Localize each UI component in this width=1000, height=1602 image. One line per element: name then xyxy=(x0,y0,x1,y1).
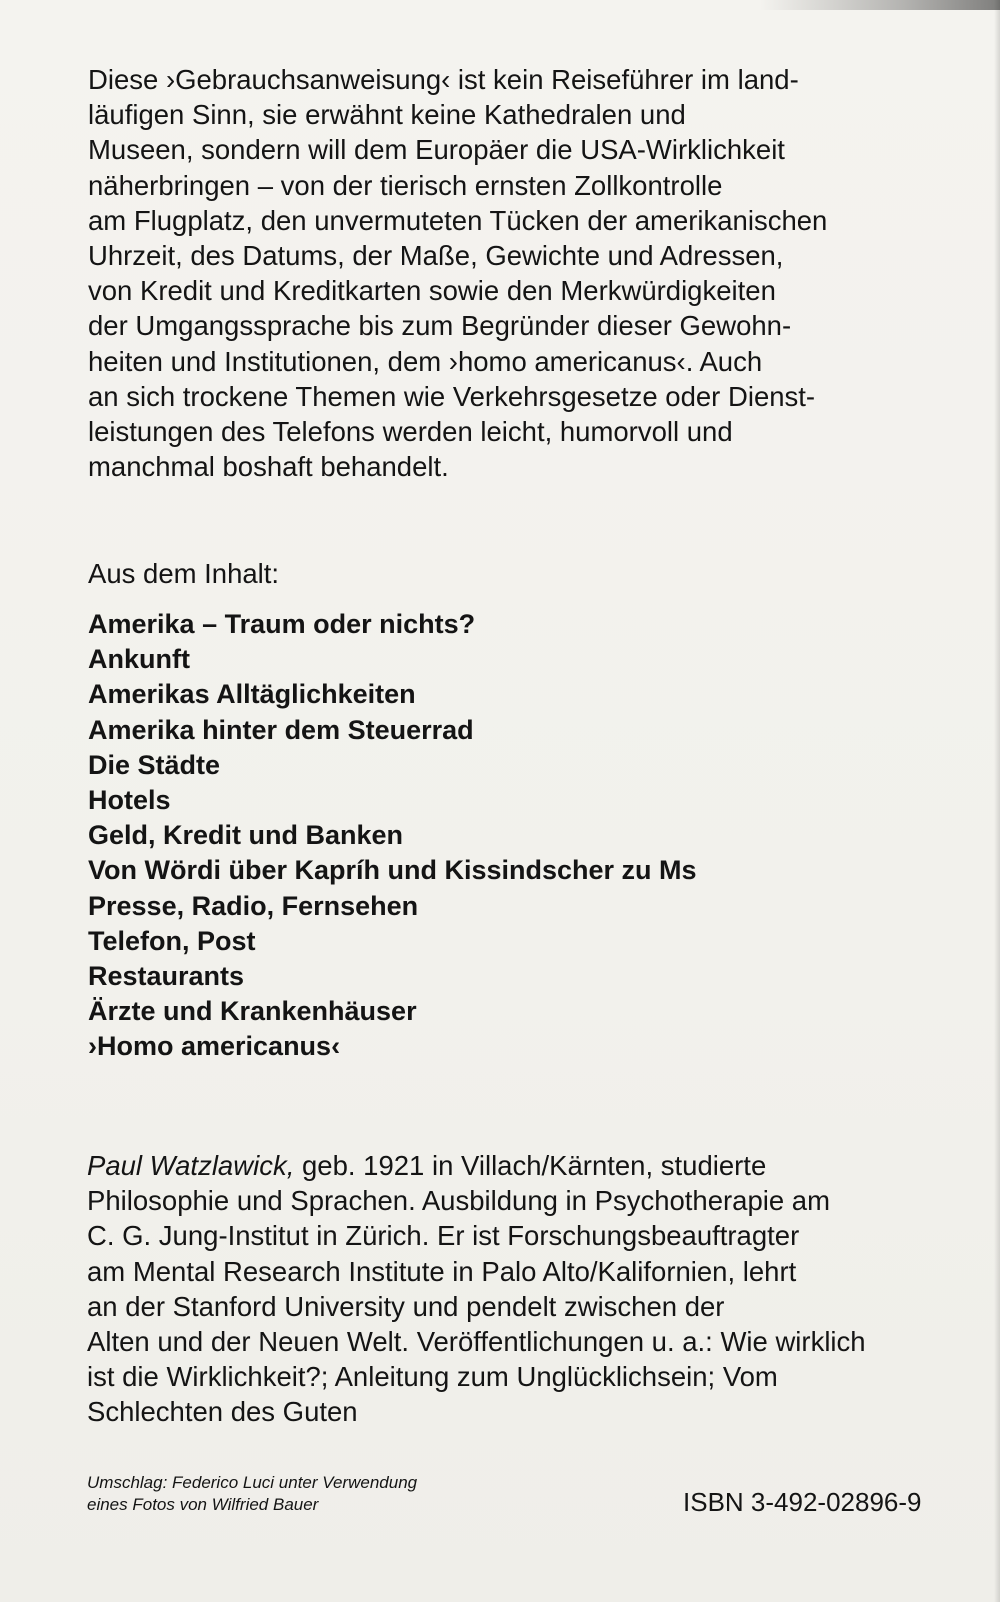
contents-item: Amerika hinter dem Steuerrad xyxy=(88,714,474,745)
blurb-line: an sich trockene Themen wie Verkehrsgesetze oder Dienst- xyxy=(88,380,816,412)
blurb-line: manchmal boshaft behandelt. xyxy=(88,451,449,483)
contents-item: Die Städte xyxy=(88,749,221,780)
contents-item: Ärzte und Krankenhäuser xyxy=(88,996,417,1027)
contents-item: Ankunft xyxy=(88,644,190,675)
bio-first-line-text: geb. 1921 in Villach/Kärnten, studierte xyxy=(294,1150,767,1181)
blurb-line: Museen, sondern will dem Europäer die USA-Wirklichkeit xyxy=(88,134,785,166)
blurb-line: Diese ›Gebrauchsanweisung‹ ist kein Reiseführer im land- xyxy=(88,64,799,95)
blurb-line: heiten und Institutionen, dem ›homo americanus‹. Auch xyxy=(88,345,763,377)
contents-item: Amerikas Alltäglichkeiten xyxy=(88,679,416,710)
bio-line: am Mental Research Institute in Palo Alto/Kalifornien, lehrt xyxy=(87,1255,797,1287)
contents-list xyxy=(88,607,697,1065)
blurb-line: leistungen des Telefons werden leicht, humorvoll und xyxy=(88,416,733,448)
contents-heading: Aus dem Inhalt: xyxy=(88,558,280,589)
bio-line: Philosophie und Sprachen. Ausbildung in Psychotherapie am xyxy=(87,1185,830,1217)
contents-item: Presse, Radio, Fernsehen xyxy=(88,890,419,921)
cover-credit xyxy=(87,1472,417,1516)
blurb-line: läufigen Sinn, sie erwähnt keine Kathedralen und xyxy=(88,99,686,131)
contents-item: Amerika – Traum oder nichts? xyxy=(88,609,476,639)
contents-item: Geld, Kredit und Banken xyxy=(88,820,404,851)
bio-line: C. G. Jung-Institut in Zürich. Er ist Forschungsbeauftragter xyxy=(87,1220,800,1252)
isbn-number: ISBN 3-492-02896-9 xyxy=(683,1487,922,1517)
bio-line: Schlechten des Guten xyxy=(87,1396,358,1428)
cover-side-shadow xyxy=(994,0,1000,1602)
blurb-line: der Umgangssprache bis zum Begründer dieser Gewohn- xyxy=(88,310,792,342)
contents-item: Telefon, Post xyxy=(88,925,256,956)
author-name: Paul Watzlawick, xyxy=(87,1150,295,1181)
contents-item: Von Wördi über Kapríh und Kissindscher zu Ms xyxy=(88,855,697,886)
bio-line: ist die Wirklichkeit?; Anleitung zum Unglücklichsein; Vom xyxy=(87,1361,778,1393)
blurb-line: Uhrzeit, des Datums, der Maße, Gewichte und Adressen, xyxy=(88,240,784,272)
author-bio xyxy=(87,1148,967,1430)
cover-edge-shadow xyxy=(760,0,1000,10)
blurb-line: näherbringen – von der tierisch ernsten Zollkontrolle xyxy=(88,169,723,201)
contents-item: Restaurants xyxy=(88,961,245,992)
blurb-paragraph xyxy=(88,62,968,484)
bio-line: an der Stanford University und pendelt zwischen der xyxy=(87,1290,725,1322)
blurb-line: am Flugplatz, den unvermuteten Tücken der amerikanischen xyxy=(88,204,828,236)
credit-line: Umschlag: Federico Luci unter Verwendung xyxy=(87,1473,418,1492)
bio-line xyxy=(87,1148,967,1183)
blurb-line: von Kredit und Kreditkarten sowie den Merkwürdigkeiten xyxy=(88,275,776,307)
contents-item: ›Homo americanus‹ xyxy=(88,1031,341,1062)
credit-line: eines Fotos von Wilfried Bauer xyxy=(87,1495,319,1514)
bio-line: Alten und der Neuen Welt. Veröffentlichungen u. a.: Wie wirklich xyxy=(87,1326,866,1358)
contents-item: Hotels xyxy=(88,785,171,816)
